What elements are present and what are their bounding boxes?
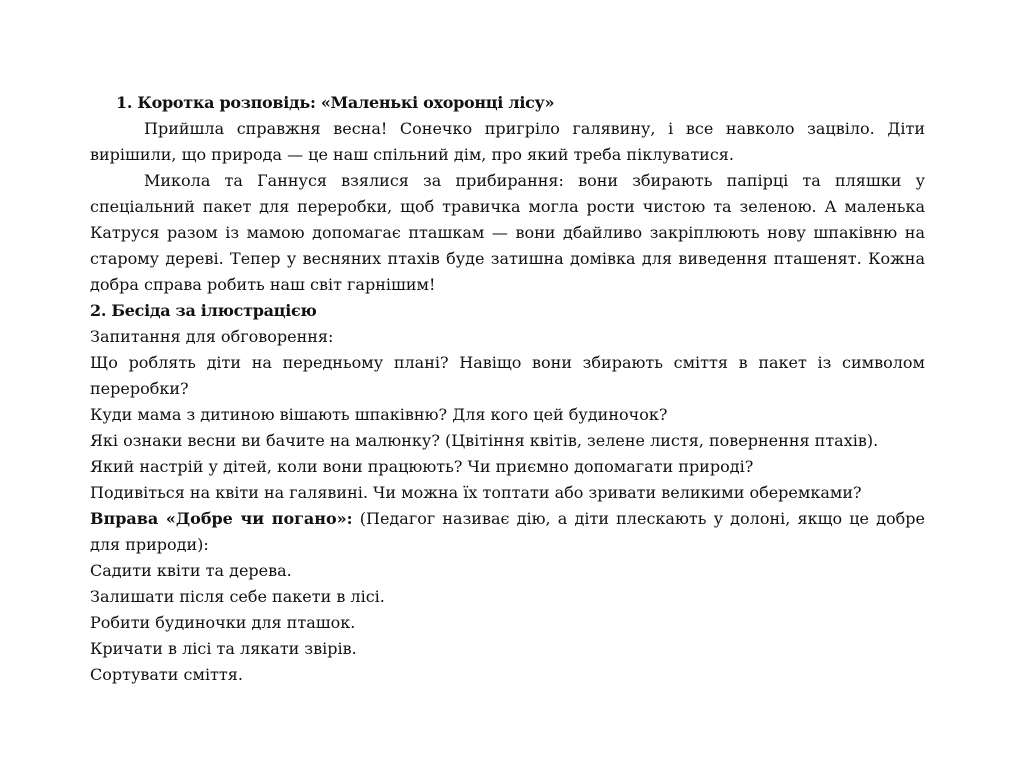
exercise-intro bbox=[90, 506, 925, 558]
document-body bbox=[90, 90, 925, 688]
question-4: Який настрій у дітей, коли вони працюють? Чи приємно допомагати природі? bbox=[90, 457, 754, 476]
exercise-item-4: Кричати в лісі та лякати звірів. bbox=[90, 639, 357, 658]
section-1-title: 1. Коротка розповідь: «Маленькі охоронці лісу» bbox=[116, 93, 555, 112]
exercise-label: Вправа «Добре чи погано»: bbox=[90, 509, 353, 528]
question-3: Які ознаки весни ви бачите на малюнку? (Цвітіння квітів, зелене листя, повернення птахів). bbox=[90, 431, 879, 450]
exercise-item-1: Садити квіти та дерева. bbox=[90, 561, 292, 580]
exercise-item-5: Сортувати сміття. bbox=[90, 665, 243, 684]
questions-intro: Запитання для обговорення: bbox=[90, 327, 334, 346]
story-paragraph-1: Прийшла справжня весна! Сонечко пригріло галявину, і все навколо зацвіло. Діти вирішили, що природа — це наш спільний дім, про який треба піклуватися. bbox=[90, 119, 925, 164]
exercise-item-2: Залишати після себе пакети в лісі. bbox=[90, 587, 385, 606]
section-2-title: 2. Бесіда за ілюстрацією bbox=[90, 301, 317, 320]
question-2: Куди мама з дитиною вішають шпаківню? Для кого цей будиночок? bbox=[90, 405, 668, 424]
question-1: Що роблять діти на передньому плані? Навіщо вони збирають сміття в пакет із символом переробки? bbox=[90, 353, 925, 398]
story-paragraph-2: Микола та Ганнуся взялися за прибирання: вони збирають папірці та пляшки у спеціальний пакет для переробки, щоб травичка могла рости чистою та зеленою. А маленька Катруся разом із мамою допомагає пташкам — вони дбайливо закріплюють нову шпаківню на старому дереві. Тепер у весняних птахів буде затишна домівка для виведення пташенят. Кожна добра справа робить наш світ гарнішим! bbox=[90, 171, 925, 294]
exercise-description: (Педагог називає дію, а діти плескають у долоні, якщо це добре для природи): bbox=[90, 509, 926, 554]
exercise-item-3: Робити будиночки для пташок. bbox=[90, 613, 356, 632]
question-5: Подивіться на квіти на галявині. Чи можна їх топтати або зривати великими оберемками? bbox=[90, 483, 862, 502]
